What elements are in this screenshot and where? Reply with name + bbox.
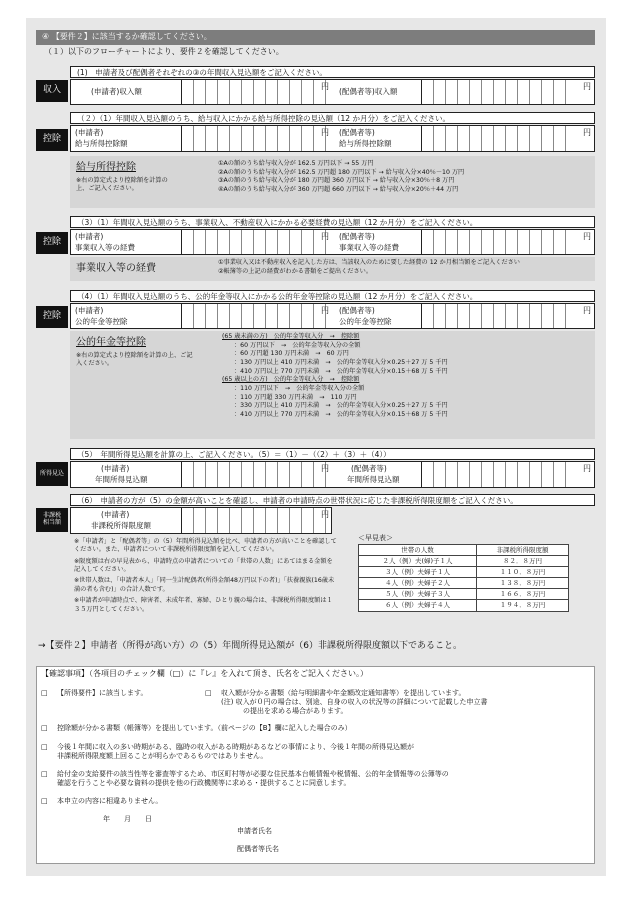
table-cell: ８２．８万円 <box>477 555 569 566</box>
applicant-expense-label-2: 事業収入等の経費 <box>75 243 135 252</box>
table-cell: ６人（例）夫婦子４人 <box>359 600 477 611</box>
applicant-name-field[interactable]: 申請者氏名 <box>237 827 272 835</box>
pension-rule: ：410 万円以上 770 万円未満 → 公的年金等収入分×0.15＋68 万 5 千円 <box>234 411 448 419</box>
table-cell: ５人（例）夫婦子３人 <box>359 589 477 600</box>
spouse-expense-yen: 円 <box>583 232 591 241</box>
applicant-pension-yen: 円 <box>321 306 329 315</box>
applicant-expense-yen: 円 <box>321 232 329 241</box>
spouse-expense-label-2: 事業収入等の経費 <box>339 243 399 252</box>
check-future-income-label-2: 非課税所得限度額上回ることが明らかであるものではありません。 <box>57 752 268 760</box>
applicant-estimate-label-1: (申請者) <box>101 464 130 473</box>
spouse-income-yen: 円 <box>583 82 591 91</box>
pension-deduction-tag: 控除 <box>36 306 68 328</box>
applicant-salary-yen: 円 <box>321 128 329 137</box>
pension-rule: ：410 万円以上 770 万円未満 → 公的年金等収入分×0.15＋68 万 5 千円 <box>234 367 448 375</box>
salary-rule: ②Aの額のうち給与収入分が 162.5 万円超 180 万円以下 → 給与収入分×40％－10 万円 <box>218 168 465 176</box>
check-future-income-label-1: 今後１年間に収入の多い時期がある、臨時の収入がある時期があるなどの事情により、今後１年間の所得見込額が <box>57 743 414 751</box>
table-header: 世帯の人数 <box>359 544 477 555</box>
pension-deduction-section <box>36 290 595 440</box>
spouse-pension-input[interactable] <box>421 304 566 328</box>
salary-deduction-section <box>36 112 595 210</box>
applicant-salary-label-2: 給与所得控除額 <box>75 139 128 148</box>
check-consent-label-1: 給付金の支給要件の該当性等を審査等するため、市区町村等が必要な住民基本台帳情報や税情報、公的年金情報等の公簿等の <box>57 770 449 778</box>
salary-rule: ③Aの額のうち給与収入分が 180 万円超 360 万円以下 → 給与収入分×30％＋8 万円 <box>218 177 455 185</box>
income-title: (1) 申請者及び配偶者それぞれの③の年間収入見込額をご記入ください。 <box>70 66 595 78</box>
spouse-estimate-yen: 円 <box>583 464 591 473</box>
tax-exempt-row <box>70 507 332 534</box>
applicant-pension-label-2: 公的年金等控除 <box>75 317 128 326</box>
check-income-documents[interactable]: □ <box>205 689 212 697</box>
pension-deduction-heading: 公的年金等控除 <box>76 337 146 348</box>
applicant-salary-label-1: (申請者) <box>75 128 104 137</box>
salary-deduction-heading: 給与所得控除 <box>76 162 136 173</box>
pension-rule: ：110 万円以下 → 公的年金等収入分の全額 <box>234 385 365 393</box>
check-deduction-documents-label: 控除額が分かる書類（帳簿等）を提出しています。（前ページの【B】欄に記入した場合のみ） <box>57 724 352 732</box>
applicant-pension-input[interactable] <box>181 304 326 328</box>
salary-deduction-row <box>70 125 595 152</box>
spouse-estimate-label-1: (配偶者等) <box>351 464 387 473</box>
tax-exempt-limit-section <box>36 494 595 644</box>
pension-rule: ：60 万円以下 → 公的年金等収入分の全額 <box>234 341 361 349</box>
table-cell: １３８．８万円 <box>477 578 569 589</box>
spouse-salary-label-2: 給与所得控除額 <box>339 139 392 148</box>
income-documents-note-1: (注) 収入が０円の場合は、別途、自身の収入の状況等の詳細について記載した申立書 <box>221 698 488 706</box>
applicant-limit-label-1: (申請者) <box>101 510 130 519</box>
income-estimate-row <box>70 461 595 488</box>
business-expense-heading: 事業収入等の経費 <box>76 263 156 274</box>
business-expense-title: （3）（1）年間収入見込額のうち、事業収入、不動産収入にかかる必要経費の見込額（12 か月分）をご記入ください。 <box>70 216 595 228</box>
pension-rule: ：60 万円超 130 万円未満 → 60 万円 <box>234 350 349 358</box>
applicant-expense-input[interactable] <box>181 230 326 254</box>
table-cell: ３人（例）夫婦子１人 <box>359 567 477 578</box>
check-income-requirement[interactable]: □ <box>41 689 48 697</box>
spouse-salary-yen: 円 <box>583 128 591 137</box>
spouse-pension-label-1: (配偶者等) <box>339 306 375 315</box>
section-subheader: （１）以下のフローチャートにより、要件２を確認してください。 <box>44 47 284 56</box>
section-header: ④ 【要件２】に該当するか確認してください。 <box>36 30 595 45</box>
business-expense-section <box>36 216 595 284</box>
pension-under65-head: (65 歳未満の方) 公的年金等収入分 → 控除額 <box>222 333 360 340</box>
pension-rule: ：110 万円超 330 万円未満 → 110 万円 <box>234 393 357 401</box>
applicant-pension-label-1: (申請者) <box>75 306 104 315</box>
check-income-requirement-label: 【所得要件】に該当します。 <box>57 689 148 697</box>
table-row <box>359 589 569 600</box>
applicant-estimate-label-2: 年間所得見込額 <box>95 475 148 484</box>
applicant-limit-yen: 円 <box>321 510 329 519</box>
quick-reference-table <box>358 544 569 612</box>
table-cell: ４人（例）夫婦子２人 <box>359 578 477 589</box>
applicant-estimate-yen: 円 <box>321 464 329 473</box>
check-consent[interactable]: □ <box>41 770 48 778</box>
applicant-estimate-input[interactable] <box>181 462 326 487</box>
spouse-expense-label-1: (配偶者等) <box>339 232 375 241</box>
spouse-expense-input[interactable] <box>421 230 566 254</box>
income-estimate-tag: 所得見込 <box>36 462 68 486</box>
salary-rule: ④Aの額のうち給与収入分が 360 万円超 660 万円以下 → 給与収入分×20％＋44 万円 <box>218 186 459 194</box>
table-cell: ２人（例）夫(婦)子１人 <box>359 555 477 566</box>
check-future-income[interactable]: □ <box>41 743 48 751</box>
applicant-income-input[interactable] <box>181 80 326 104</box>
confirmation-box <box>36 666 595 864</box>
expense-rule: ①事業収入又は不動産収入を記入した方は、当該収入のために要した経費の 12 か月相当額をご記入ください <box>218 259 520 266</box>
spouse-pension-label-2: 公的年金等控除 <box>339 317 392 326</box>
applicant-limit-label-2: 非課税所得限度額 <box>91 521 151 530</box>
business-expense-tag: 控除 <box>36 232 68 254</box>
pension-deduction-help <box>70 331 595 439</box>
income-documents-note-2: の提出を求める場合があります。 <box>243 707 348 715</box>
table-row <box>359 600 569 611</box>
applicant-limit-input[interactable] <box>181 508 326 533</box>
check-income-documents-label: 収入額が分かる書類（給与明細書や年金額改定通知書等）を提出しています。 <box>221 689 466 697</box>
applicant-income-yen: 円 <box>321 82 329 91</box>
tax-exempt-note: ※限度額は右の早見表から、申請時点の申請者についての「世帯の人数」にあてはまる金額を記入してください。 <box>74 557 333 574</box>
income-section <box>36 66 595 108</box>
spouse-salary-input[interactable] <box>421 126 566 151</box>
tax-exempt-note: ※「申請者」と「配偶者等」の（5）年間所得見込額を比べ、申請者の方が高いことを確認してください。また、申請者について非課税所得限度額を記入してください。 <box>74 538 337 554</box>
table-row <box>359 578 569 589</box>
pension-rules-under65 <box>222 333 448 420</box>
pension-rule: ：330 万円以上 410 万円未満 → 公的年金等収入分×0.25＋27 万 5 千円 <box>234 402 448 410</box>
spouse-income-label: (配偶者等)収入額 <box>339 87 398 96</box>
table-row <box>359 567 569 578</box>
expense-rule: ②帳簿等の上記の経費がわかる書類をご提出ください。 <box>218 267 373 275</box>
salary-deduction-rules <box>218 160 464 195</box>
spouse-name-field[interactable]: 配偶者等氏名 <box>237 845 279 853</box>
tax-exempt-title: （6） 申請者の方が（5）の金額が高いことを確認し、申請者の申請時点の世帯状況に応じた非課税所得限度額をご記入ください。 <box>70 494 595 506</box>
check-deduction-documents[interactable]: □ <box>41 724 48 732</box>
salary-deduction-tag: 控除 <box>36 129 68 151</box>
salary-rule: ①Aの額のうち給与収入分が 162.5 万円以下 → 55 万円 <box>218 160 374 167</box>
tax-exempt-note: ※申請者が申請時点で、障害者、未成年者、寡婦、ひとり親の場合は、非課税所得限度額は１３５万円としてください。 <box>74 597 333 613</box>
table-header: 非課税所得限度額 <box>477 544 569 555</box>
spouse-estimate-label-2: 年間所得見込額 <box>347 475 400 484</box>
applicant-salary-input[interactable] <box>181 126 326 151</box>
table-cell: １１０．８万円 <box>477 567 569 578</box>
pension-over65-head: (65 歳以上の方) 公的年金等収入分 → 控除額 <box>222 376 360 384</box>
income-tag: 収入 <box>36 80 68 102</box>
table-row <box>359 555 569 566</box>
tax-exempt-tag <box>36 508 68 532</box>
pension-deduction-note: ※右の算定式より控除額を計算の上、ご記入ください。 <box>76 352 193 368</box>
date-field[interactable]: 年 月 日 <box>103 815 152 823</box>
income-estimate-title: （5） 年間所得見込額を計算の上、ご記入ください。（5）＝（1）－（（2）＋（3）＋（4）） <box>70 448 595 460</box>
quick-reference <box>358 534 569 612</box>
table-cell: １６６．８万円 <box>477 589 569 600</box>
check-declaration[interactable]: □ <box>41 797 48 805</box>
business-expense-help <box>70 257 595 281</box>
pension-deduction-row <box>70 303 595 329</box>
spouse-salary-label-1: (配偶者等) <box>339 128 375 137</box>
confirmation-title: 【確認事項】（各項目のチェック欄（□）に『レ』を入れて頂き、氏名をご記入ください。） <box>41 669 368 678</box>
spouse-estimate-input[interactable] <box>421 462 566 487</box>
pension-deduction-title: （4）（1）年間収入見込額のうち、公的年金等収入にかかる公的年金等控除の見込額（12 か月分）をご記入ください。 <box>70 290 595 302</box>
tax-exempt-tag-line1: 非課税 <box>42 512 61 520</box>
spouse-pension-yen: 円 <box>583 306 591 315</box>
quick-reference-caption: ＜早見表＞ <box>358 534 393 542</box>
income-row <box>70 79 595 105</box>
applicant-income-label: (申請者)収入額 <box>91 87 142 96</box>
salary-deduction-help <box>70 156 595 208</box>
salary-deduction-title: （２）（1）年間収入見込額のうち、給与収入にかかる給与所得控除の見込額（12 か月分）をご記入ください。 <box>70 112 595 124</box>
check-consent-label-2: 確認を行うことや必要な資料の提供を他の行政機関等に求める・提供することに同意します。 <box>57 779 351 787</box>
salary-deduction-note: ※右の算定式より控除額を計算の上、ご記入ください。 <box>76 177 168 193</box>
business-expense-row <box>70 229 595 255</box>
table-cell: １９４．８万円 <box>477 600 569 611</box>
income-estimate-section <box>36 448 595 490</box>
requirement-conclusion: →【要件２】申請者（所得が高い方）の（5）年間所得見込額が（6）非課税所得限度額以下であること。 <box>38 641 462 651</box>
spouse-income-input[interactable] <box>421 80 566 104</box>
business-expense-rules <box>218 259 520 276</box>
tax-exempt-tag-line2: 相当額 <box>42 519 61 526</box>
tax-exempt-note: ※世帯人数は、「申請者本人」「同一生計配偶者(所得金額48万円以下の者)」「扶養親族(16歳未満の者も含む)」の合計人数です。 <box>74 577 335 593</box>
applicant-expense-label-1: (申請者) <box>75 232 104 241</box>
check-declaration-label: 本申立の内容に相違ありません。 <box>57 797 163 805</box>
tax-exempt-notes <box>74 538 338 614</box>
pension-rule: ：130 万円以上 410 万円未満 → 公的年金等収入分×0.25＋27 万 5 千円 <box>234 359 448 367</box>
